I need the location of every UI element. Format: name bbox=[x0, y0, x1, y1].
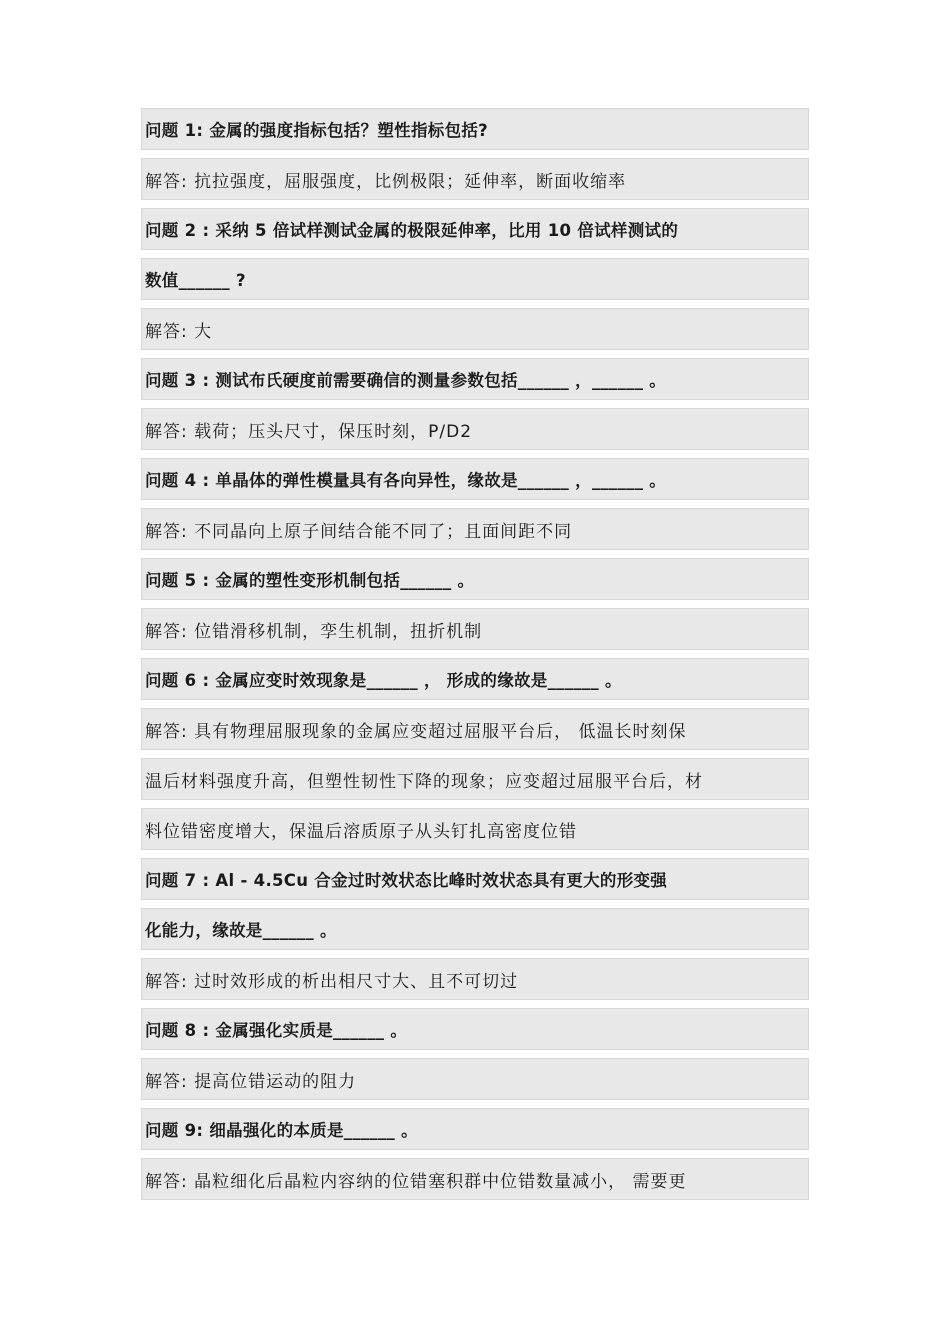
answer-text: 解答: 不同晶向上原子间结合能不同了；且面间距不同 bbox=[145, 521, 573, 542]
answer-text: 解答: 大 bbox=[145, 321, 213, 342]
question-text: 问题 2 : 采纳 5 倍试样测试金属的极限延伸率，比用 10 倍试样测试的 bbox=[145, 221, 679, 240]
answer-text: 解答: 抗拉强度，屈服强度，比例极限；延伸率，断面收缩率 bbox=[145, 171, 627, 192]
answer-text: 解答: 具有物理屈服现象的金属应变超过屈服平台后， 低温长时刻保 bbox=[145, 721, 687, 742]
question-text: 数值______ ? bbox=[145, 271, 246, 290]
answer-text: 解答: 位错滑移机制，孪生机制，扭折机制 bbox=[145, 621, 483, 642]
question-text: 问题 8 : 金属强化实质是______ 。 bbox=[145, 1021, 408, 1040]
document-page bbox=[141, 108, 809, 1208]
question-line bbox=[141, 358, 809, 400]
question-text: 问题 9: 细晶强化的本质是______ 。 bbox=[145, 1121, 418, 1140]
question-text: 问题 5 : 金属的塑性变形机制包括______ 。 bbox=[145, 571, 475, 590]
question-line bbox=[141, 108, 809, 150]
answer-line bbox=[141, 408, 809, 450]
question-text: 问题 3 : 测试布氏硬度前需要确信的测量参数包括______ ，______ 。 bbox=[145, 371, 667, 390]
answer-line bbox=[141, 508, 809, 550]
question-text: 化能力，缘故是______ 。 bbox=[145, 921, 337, 940]
answer-line bbox=[141, 1058, 809, 1100]
answer-text: 解答: 提高位错运动的阻力 bbox=[145, 1071, 357, 1092]
question-text: 问题 4 : 单晶体的弹性模量具有各向异性，缘故是______ ，______ 。 bbox=[145, 471, 667, 490]
answer-line bbox=[141, 758, 809, 800]
answer-text: 温后材料强度升高，但塑性韧性下降的现象；应变超过屈服平台后，材 bbox=[145, 771, 703, 792]
answer-line bbox=[141, 1158, 809, 1200]
question-text: 问题 6 : 金属应变时效现象是______ ， 形成的缘故是______ 。 bbox=[145, 671, 622, 690]
answer-line bbox=[141, 708, 809, 750]
question-line bbox=[141, 908, 809, 950]
question-line bbox=[141, 558, 809, 600]
answer-text: 解答: 载荷；压头尺寸，保压时刻，P/D2 bbox=[145, 421, 473, 442]
question-text: 问题 7 : Al - 4.5Cu 合金过时效状态比峰时效状态具有更大的形变强 bbox=[145, 871, 668, 890]
answer-text: 解答: 过时效形成的析出相尺寸大、且不可切过 bbox=[145, 971, 519, 992]
question-text: 问题 1: 金属的强度指标包括？塑性指标包括? bbox=[145, 121, 489, 140]
question-line bbox=[141, 458, 809, 500]
answer-text: 料位错密度增大，保温后溶质原子从头钉扎高密度位错 bbox=[145, 821, 577, 842]
answer-line bbox=[141, 808, 809, 850]
answer-text: 解答: 晶粒细化后晶粒内容纳的位错塞积群中位错数量减小， 需要更 bbox=[145, 1171, 687, 1192]
question-line bbox=[141, 1008, 809, 1050]
question-line bbox=[141, 208, 809, 250]
question-line bbox=[141, 658, 809, 700]
question-line bbox=[141, 858, 809, 900]
answer-line bbox=[141, 158, 809, 200]
answer-line bbox=[141, 308, 809, 350]
answer-line bbox=[141, 958, 809, 1000]
question-line bbox=[141, 1108, 809, 1150]
question-line bbox=[141, 258, 809, 300]
answer-line bbox=[141, 608, 809, 650]
